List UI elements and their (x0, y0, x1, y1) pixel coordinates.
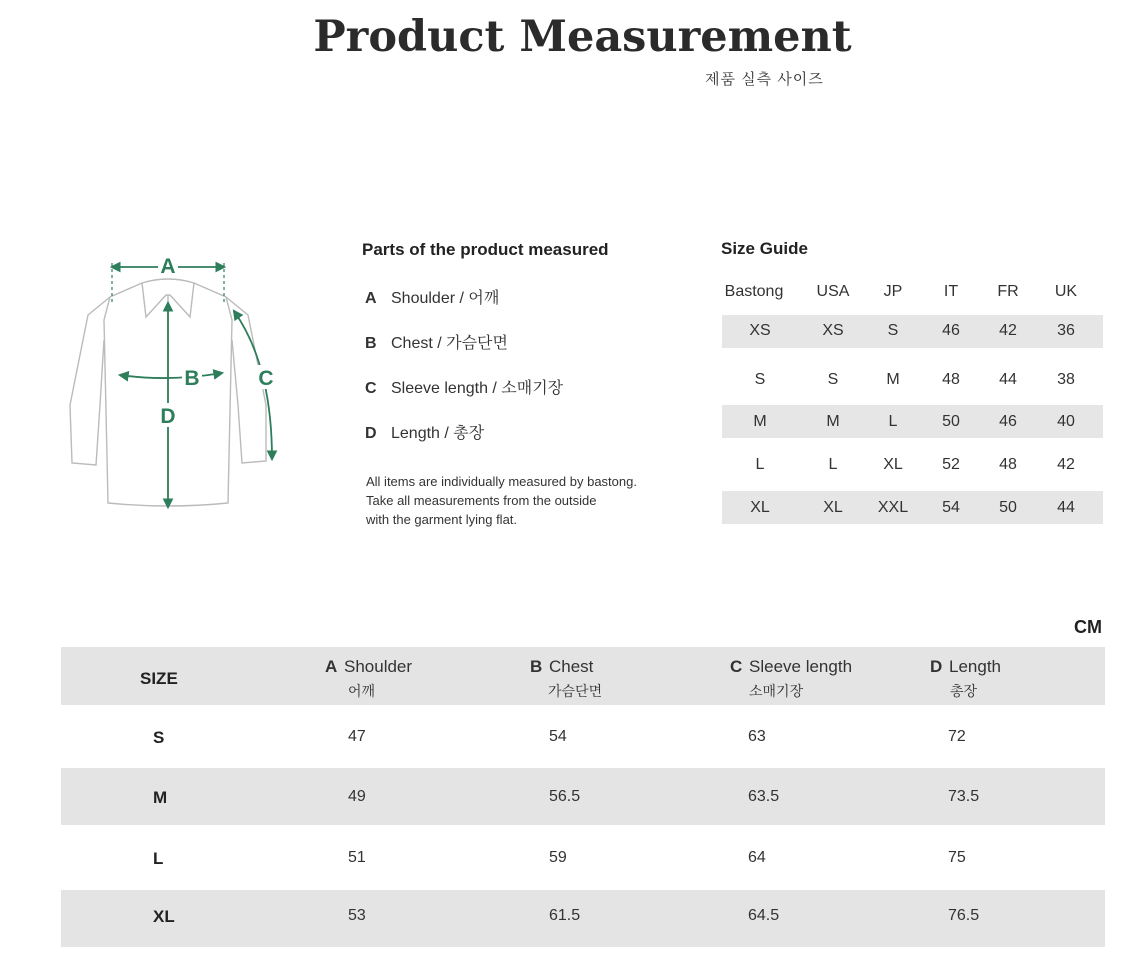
size-guide-cell: 48 (999, 456, 1017, 473)
part-letter: C (365, 380, 377, 397)
size-guide-cell: XL (823, 499, 843, 516)
table-cell: 53 (348, 907, 366, 924)
column-header-shoulder (325, 657, 412, 677)
diagram-letter-d: D (160, 405, 176, 428)
size-guide-cell: 48 (942, 371, 960, 388)
table-cell: 54 (549, 728, 567, 745)
size-guide-cell: 40 (1057, 413, 1075, 430)
size-guide-cell: M (826, 413, 840, 430)
diagram-letter-b: B (184, 367, 200, 390)
note-line: Take all measurements from the outside (366, 493, 597, 508)
page-title: Product Measurement (313, 12, 852, 62)
header-letter: B (530, 657, 543, 676)
parts-heading: Parts of the product measured (362, 240, 609, 259)
size-guide-column-header: Bastong (724, 283, 784, 300)
size-guide-cell: XS (749, 322, 771, 339)
size-guide-column-header: JP (883, 283, 903, 300)
header-sub-length: 총장 (950, 683, 978, 699)
size-guide-column-header: USA (816, 283, 850, 300)
part-item-chest (365, 330, 508, 353)
table-cell: 63.5 (748, 788, 780, 805)
size-guide-cell: M (886, 371, 900, 388)
shirt-measurement-diagram (60, 245, 290, 520)
part-letter: D (365, 425, 377, 442)
table-cell: 64 (748, 849, 766, 866)
table-cell: 59 (549, 849, 567, 866)
part-label: Shoulder / 어깨 (391, 290, 500, 307)
table-cell: 61.5 (549, 907, 581, 924)
table-cell: 63 (748, 728, 766, 745)
unit-label: CM (1074, 617, 1102, 637)
part-item-length (365, 420, 484, 443)
column-header-sleeve (730, 657, 852, 677)
header-label: Shoulder (344, 657, 413, 676)
diagram-letter-a: A (160, 255, 176, 278)
size-guide-cell: S (887, 322, 899, 339)
size-guide-cell: 44 (999, 371, 1017, 388)
size-guide-column-header: UK (1054, 283, 1078, 300)
table-row-size: XL (153, 907, 175, 926)
size-guide-cell: S (827, 371, 839, 388)
part-label: Chest / 가슴단면 (391, 335, 508, 352)
size-guide-cell: 46 (999, 413, 1017, 430)
table-cell: 75 (948, 849, 966, 866)
header-letter: A (325, 657, 338, 676)
size-guide-cell: XL (883, 456, 903, 473)
size-guide-cell: L (828, 456, 838, 473)
size-guide-cell: 38 (1057, 371, 1075, 388)
table-cell: 64.5 (748, 907, 780, 924)
size-guide-cell: 36 (1057, 322, 1075, 339)
size-guide-cell: L (888, 413, 898, 430)
table-row-size: M (153, 788, 168, 807)
size-guide-cell: S (754, 371, 766, 388)
header-letter: D (930, 657, 943, 676)
part-item-shoulder (365, 285, 499, 308)
table-cell: 72 (948, 728, 966, 745)
part-letter: B (365, 335, 377, 352)
measurement-note (366, 472, 637, 529)
table-cell: 56.5 (549, 788, 581, 805)
size-guide-cell: 54 (942, 499, 960, 516)
size-guide-column-header: IT (943, 283, 959, 300)
part-label: Sleeve length / 소매기장 (391, 380, 564, 397)
note-line: with the garment lying flat. (366, 512, 518, 527)
header-letter: C (730, 657, 743, 676)
size-guide-heading: Size Guide (721, 239, 808, 258)
table-cell: 47 (348, 728, 366, 745)
size-guide-cell: 50 (942, 413, 960, 430)
size-guide-cell: 52 (942, 456, 960, 473)
part-letter: A (365, 290, 377, 307)
header-sub-shoulder: 어깨 (348, 683, 376, 699)
table-cell: 76.5 (948, 907, 980, 924)
note-line: All items are individually measured by bastong. (366, 474, 637, 489)
column-header-length (930, 657, 1001, 677)
size-column-header: SIZE (140, 669, 178, 688)
size-guide-cell: 44 (1057, 499, 1075, 516)
size-guide-cell: XXL (877, 499, 909, 516)
size-guide-cell: 42 (999, 322, 1017, 339)
diagram-letter-c: C (258, 367, 274, 390)
table-cell: 51 (348, 849, 366, 866)
size-guide-cell: XL (750, 499, 770, 516)
header-sub-chest: 가슴단면 (548, 683, 603, 699)
size-guide-cell: M (753, 413, 767, 430)
page-subtitle: 제품 실측 사이즈 (705, 71, 824, 88)
table-row-size: S (153, 728, 165, 747)
part-label: Length / 총장 (391, 425, 485, 442)
table-cell: 73.5 (948, 788, 980, 805)
header-label: Sleeve length (749, 657, 853, 676)
column-header-chest (530, 657, 593, 677)
table-row-size: L (153, 849, 164, 868)
header-label: Chest (549, 657, 594, 676)
size-guide-column-header: FR (997, 283, 1019, 300)
header-label: Length (949, 657, 1001, 676)
size-guide-cell: 46 (942, 322, 960, 339)
part-item-sleeve (365, 375, 563, 398)
table-cell: 49 (348, 788, 366, 805)
size-guide-cell: XS (822, 322, 844, 339)
size-guide-cell: 50 (999, 499, 1017, 516)
size-guide-cell: 42 (1057, 456, 1075, 473)
size-guide-cell: L (755, 456, 765, 473)
header-sub-sleeve: 소매기장 (749, 683, 804, 699)
